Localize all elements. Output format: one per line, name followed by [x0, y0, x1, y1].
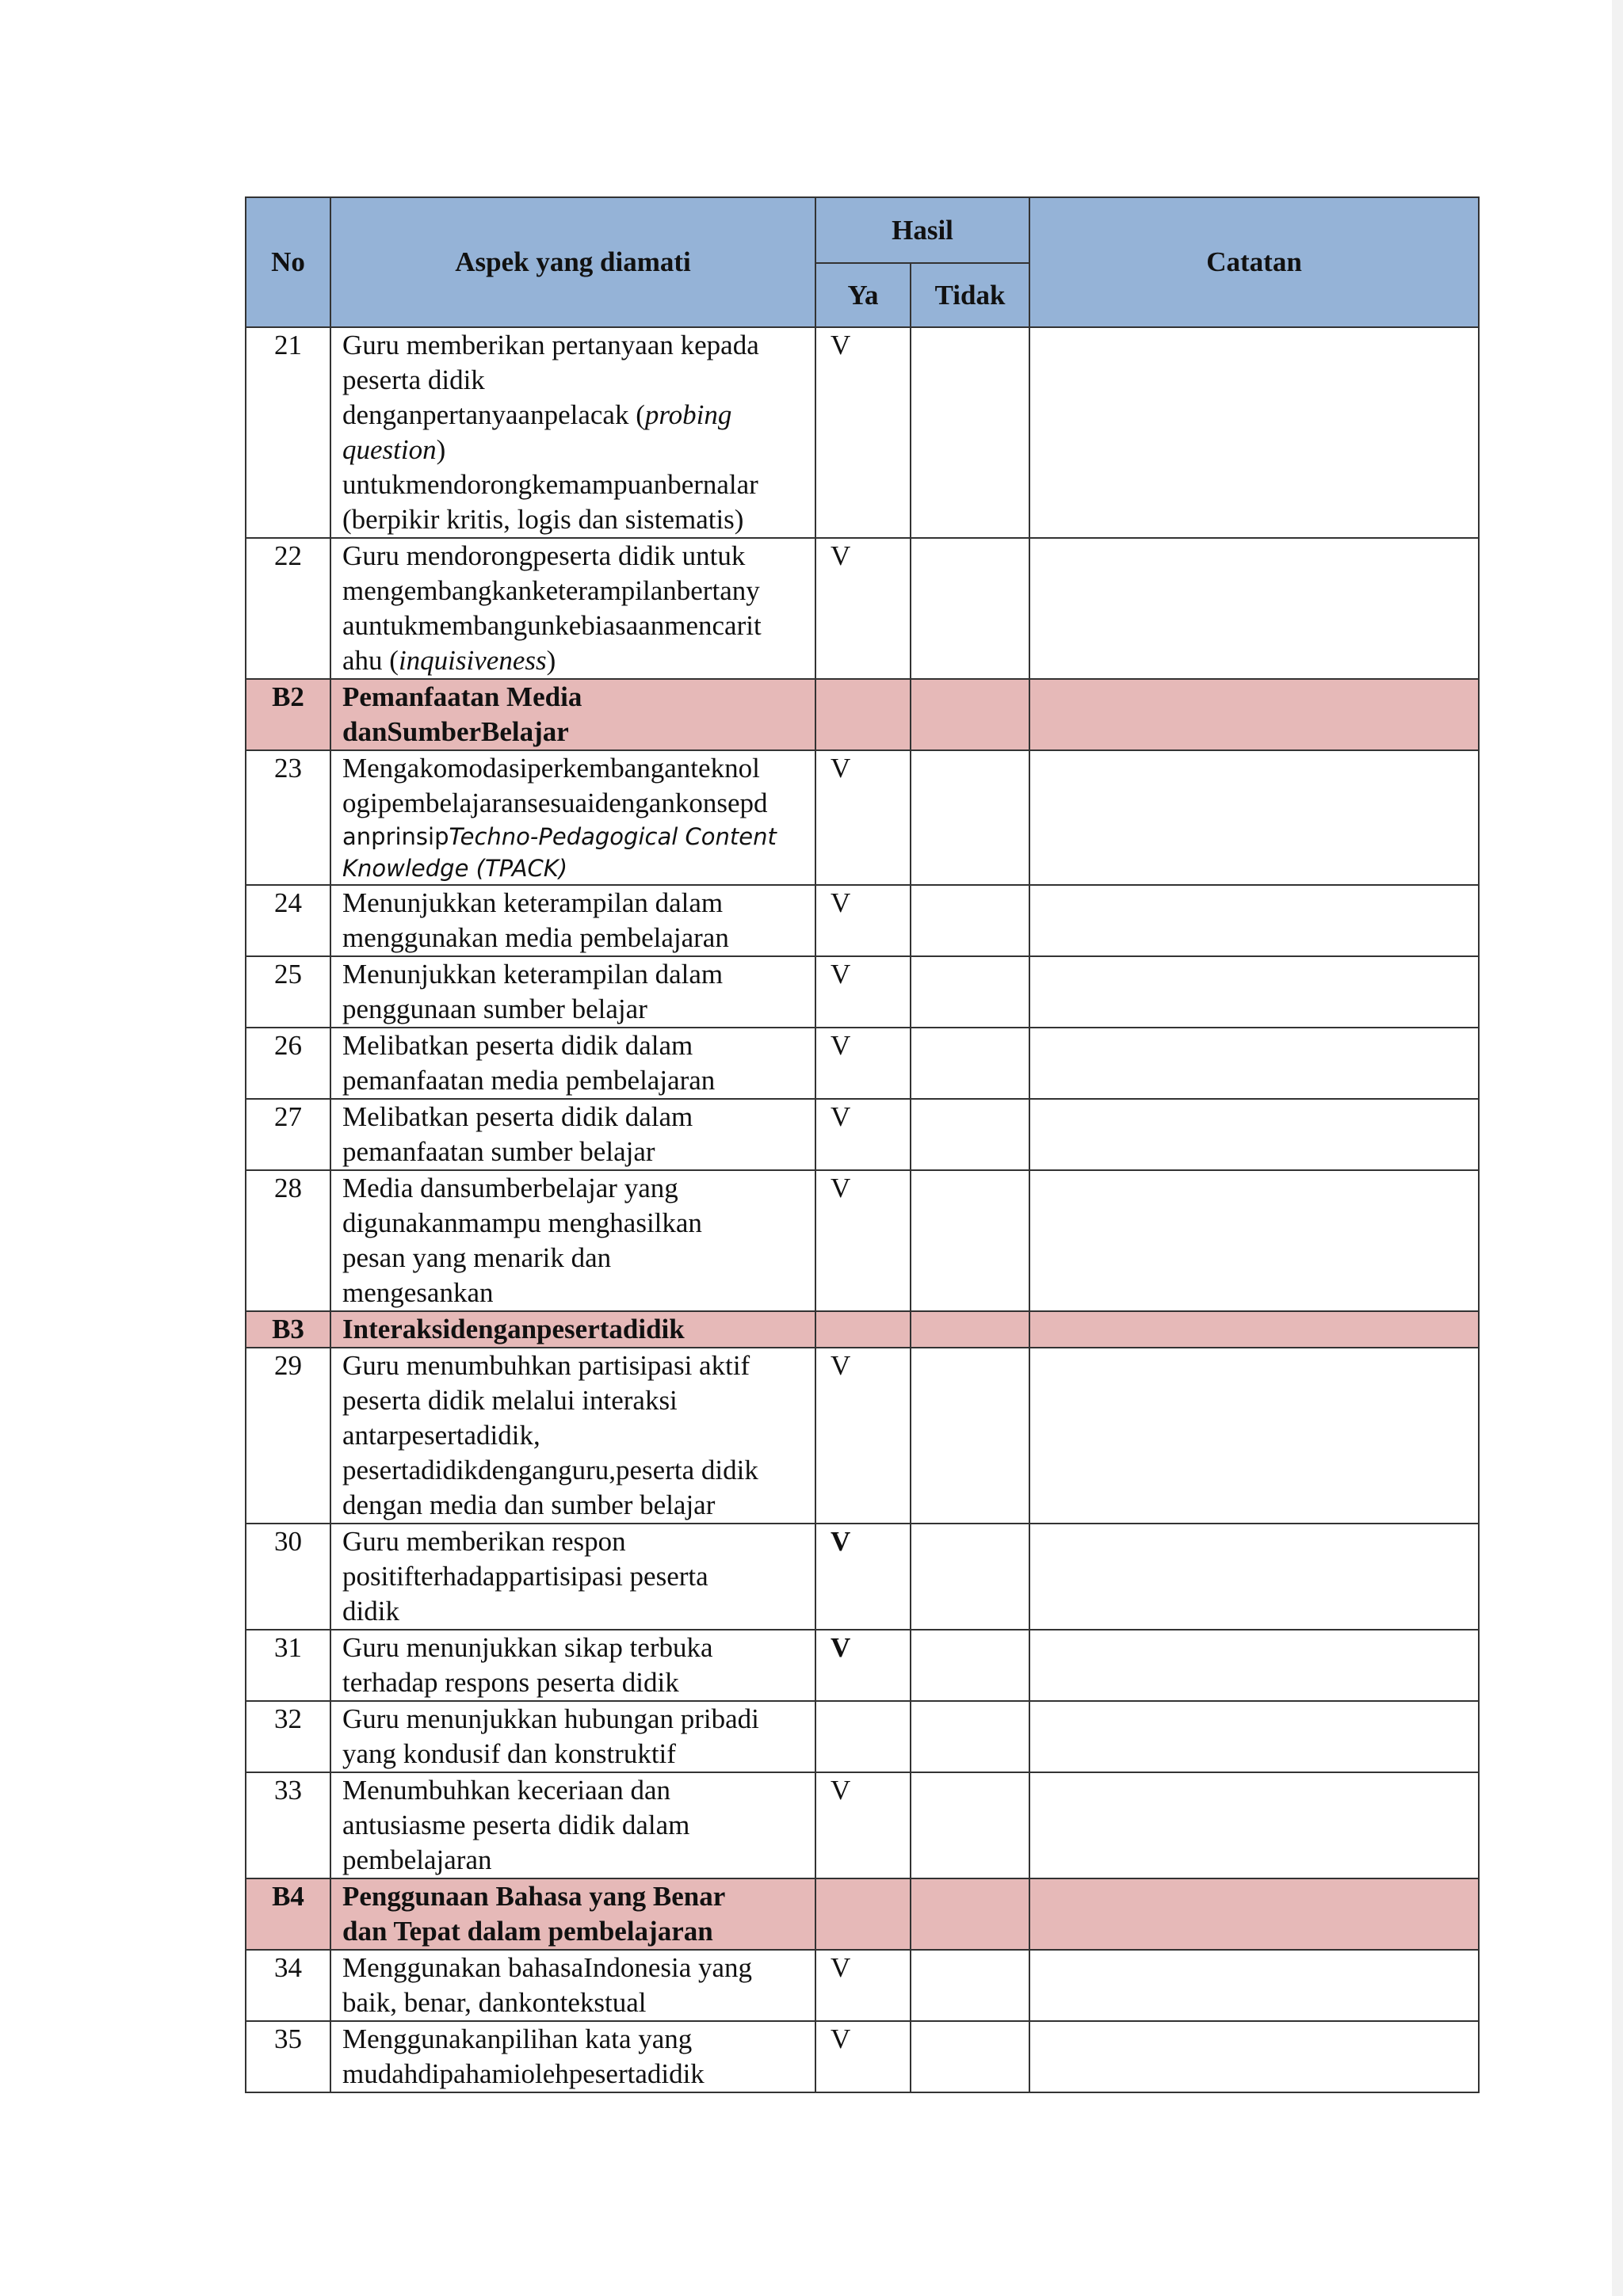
aspect-text: Guru memberikan respon positifterhadappartisipasi peserta didik: [330, 1524, 815, 1630]
row-number: 34: [246, 1950, 330, 2021]
table-row: [246, 1701, 1479, 1772]
row-number: 25: [246, 956, 330, 1028]
header-hasil: Hasil: [815, 197, 1029, 263]
row-number: 23: [246, 750, 330, 885]
ya-mark: V: [815, 2021, 911, 2092]
catatan-cell: [1029, 2021, 1479, 2092]
tidak-mark: [911, 1950, 1029, 2021]
ya-mark: V: [815, 1170, 911, 1311]
catatan-cell: [1029, 1099, 1479, 1170]
ya-mark: V: [815, 1524, 911, 1630]
table-row: [246, 1772, 1479, 1878]
tidak-mark: [911, 2021, 1029, 2092]
tidak-mark: [911, 750, 1029, 885]
catatan-cell: [1029, 1772, 1479, 1878]
row-number: 27: [246, 1099, 330, 1170]
tidak-mark: [911, 1028, 1029, 1099]
section-row: [246, 1311, 1479, 1348]
section-row: [246, 1878, 1479, 1950]
aspect-text: Guru menunjukkan hubungan pribadi yang kondusif dan konstruktif: [330, 1701, 815, 1772]
section-ya-empty: [815, 679, 911, 750]
tidak-mark: [911, 1348, 1029, 1524]
section-ya-empty: [815, 1311, 911, 1348]
tidak-mark: [911, 1630, 1029, 1701]
header-ya: Ya: [815, 263, 911, 327]
aspect-text: Melibatkan peserta didik dalam pemanfaatan sumber belajar: [330, 1099, 815, 1170]
catatan-cell: [1029, 1524, 1479, 1630]
table-row: [246, 1028, 1479, 1099]
row-number: 26: [246, 1028, 330, 1099]
section-code: B2: [246, 679, 330, 750]
row-number: 33: [246, 1772, 330, 1878]
table-row: [246, 885, 1479, 956]
table-row: [246, 2021, 1479, 2092]
aspect-text: Melibatkan peserta didik dalam pemanfaatan media pembelajaran: [330, 1028, 815, 1099]
aspect-text: Guru memberikan pertanyaan kepada peserta didik denganpertanyaanpelacak (probing question) untukmendorongkemampuanbernalar (berpikir kritis, logis dan sistematis): [330, 327, 815, 538]
catatan-cell: [1029, 1701, 1479, 1772]
section-code: B3: [246, 1311, 330, 1348]
header-no: No: [246, 197, 330, 327]
page-edge-shadow: [1612, 0, 1623, 2296]
table-row: [246, 1524, 1479, 1630]
observation-table: [245, 196, 1480, 2093]
tidak-mark: [911, 1772, 1029, 1878]
ya-mark: V: [815, 1630, 911, 1701]
tidak-mark: [911, 1524, 1029, 1630]
ya-mark: V: [815, 1950, 911, 2021]
table-row: [246, 956, 1479, 1028]
section-catatan-empty: [1029, 679, 1479, 750]
ya-mark: [815, 1701, 911, 1772]
table-row: [246, 1950, 1479, 2021]
row-number: 31: [246, 1630, 330, 1701]
table-row: [246, 1630, 1479, 1701]
table-row: [246, 327, 1479, 538]
row-number: 29: [246, 1348, 330, 1524]
section-title: Pemanfaatan Media danSumberBelajar: [330, 679, 815, 750]
aspect-text: Menunjukkan keterampilan dalam menggunakan media pembelajaran: [330, 885, 815, 956]
ya-mark: V: [815, 1028, 911, 1099]
tidak-mark: [911, 1099, 1029, 1170]
row-number: 35: [246, 2021, 330, 2092]
header-catatan: Catatan: [1029, 197, 1479, 327]
aspect-text: Menggunakanpilihan kata yang mudahdipahamiolehpesertadidik: [330, 2021, 815, 2092]
section-row: [246, 679, 1479, 750]
catatan-cell: [1029, 1950, 1479, 2021]
ya-mark: V: [815, 1348, 911, 1524]
row-number: 22: [246, 538, 330, 679]
row-number: 28: [246, 1170, 330, 1311]
tidak-mark: [911, 327, 1029, 538]
catatan-cell: [1029, 1170, 1479, 1311]
ya-mark: V: [815, 1772, 911, 1878]
tidak-mark: [911, 538, 1029, 679]
section-tidak-empty: [911, 679, 1029, 750]
catatan-cell: [1029, 956, 1479, 1028]
aspect-text: Media dansumberbelajar yang digunakanmampu menghasilkan pesan yang menarik dan mengesankan: [330, 1170, 815, 1311]
aspect-text: Mengakomodasiperkembanganteknol ogipembelajaransesuaidengankonsepd anprinsipTechno-Pedagogical Content Knowledge (TPACK): [330, 750, 815, 885]
ya-mark: V: [815, 327, 911, 538]
table-row: [246, 1348, 1479, 1524]
aspect-text: Guru menumbuhkan partisipasi aktif peserta didik melalui interaksi antarpesertadidik, pesertadidikdenganguru,peserta didik dengan media dan sumber belajar: [330, 1348, 815, 1524]
table-header: [246, 197, 1479, 327]
table-row: [246, 750, 1479, 885]
catatan-cell: [1029, 327, 1479, 538]
ya-mark: V: [815, 956, 911, 1028]
catatan-cell: [1029, 750, 1479, 885]
aspect-text: Menumbuhkan keceriaan dan antusiasme peserta didik dalam pembelajaran: [330, 1772, 815, 1878]
row-number: 21: [246, 327, 330, 538]
section-tidak-empty: [911, 1878, 1029, 1950]
catatan-cell: [1029, 1348, 1479, 1524]
table-row: [246, 538, 1479, 679]
tidak-mark: [911, 885, 1029, 956]
row-number: 24: [246, 885, 330, 956]
section-catatan-empty: [1029, 1311, 1479, 1348]
tidak-mark: [911, 1701, 1029, 1772]
aspect-text: Guru mendorongpeserta didik untuk mengembangkanketerampilanbertany auntukmembangunkebiasaanmencarit ahu (inquisiveness): [330, 538, 815, 679]
section-ya-empty: [815, 1878, 911, 1950]
aspect-text: Menunjukkan keterampilan dalam penggunaan sumber belajar: [330, 956, 815, 1028]
section-tidak-empty: [911, 1311, 1029, 1348]
ya-mark: V: [815, 750, 911, 885]
tidak-mark: [911, 1170, 1029, 1311]
section-title: Penggunaan Bahasa yang Benar dan Tepat dalam pembelajaran: [330, 1878, 815, 1950]
row-number: 30: [246, 1524, 330, 1630]
table-row: [246, 1170, 1479, 1311]
ya-mark: V: [815, 538, 911, 679]
table-row: [246, 1099, 1479, 1170]
ya-mark: V: [815, 885, 911, 956]
row-number: 32: [246, 1701, 330, 1772]
aspect-text: Guru menunjukkan sikap terbuka terhadap respons peserta didik: [330, 1630, 815, 1701]
section-catatan-empty: [1029, 1878, 1479, 1950]
catatan-cell: [1029, 885, 1479, 956]
catatan-cell: [1029, 1028, 1479, 1099]
aspect-text: Menggunakan bahasaIndonesia yang baik, benar, dankontekstual: [330, 1950, 815, 2021]
header-tidak: Tidak: [911, 263, 1029, 327]
catatan-cell: [1029, 538, 1479, 679]
section-title: Interaksidenganpesertadidik: [330, 1311, 815, 1348]
catatan-cell: [1029, 1630, 1479, 1701]
header-aspek: Aspek yang diamati: [330, 197, 815, 327]
section-code: B4: [246, 1878, 330, 1950]
tidak-mark: [911, 956, 1029, 1028]
ya-mark: V: [815, 1099, 911, 1170]
